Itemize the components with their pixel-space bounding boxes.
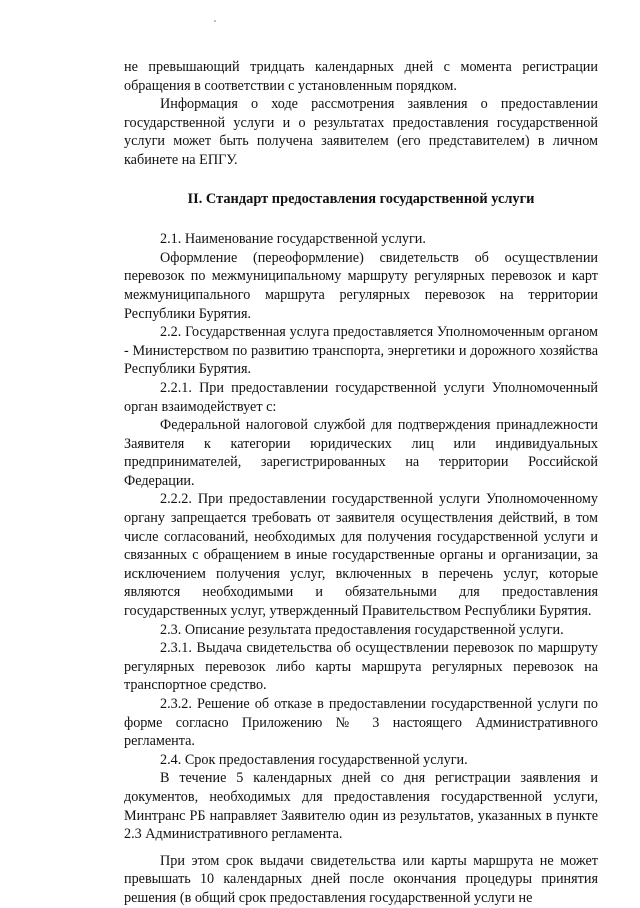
document-body: [124, 58, 598, 908]
paragraph-epgu-info: Информация о ходе рассмотрения заявления о предоставлении государственной услуги и о результатах предоставления государственной услуги может быть получена заявителем (его представителем) в личном кабинете на ЕПГУ.: [124, 96, 598, 168]
paragraph-service-name: Оформление (переоформление) свидетельств об осуществлении перевозок по межмуниципальному маршруту регулярных перевозок и карт межмуниципального маршрута регулярных перевозок на территории Республики Бурятия.: [124, 249, 598, 322]
paragraph-2-3-2: 2.3.2. Решение об отказе в предоставлении государственной услуги по форме согласно Приложению № 3 настоящего Административного регламента.: [124, 696, 598, 750]
paragraph-2-1: 2.1. Наименование государственной услуги.: [160, 231, 426, 248]
paragraph-ten-days: При этом срок выдачи свидетельства или карты маршрута не может превышать 10 календарных дней после окончания процедуры принятия решения (в общий срок предоставления государственной услуги не: [124, 852, 598, 906]
paragraph-2-3-1: 2.3.1. Выдача свидетельства об осуществлении перевозок по маршруту регулярных перевозок либо карты маршрута регулярных перевозок на транспортное средство.: [124, 640, 598, 694]
paragraph-2-4: 2.4. Срок предоставления государственной услуги.: [160, 751, 468, 768]
paragraph-five-days: В течение 5 календарных дней со дня регистрации заявления и документов, необходимых для предоставления государственной услуги, Минтранс РБ направляет Заявителю один из результатов, указанных в пункте 2.3 Административного регламента.: [124, 770, 598, 843]
paragraph-2-2-1: 2.2.1. При предоставлении государственной услуги Уполномоченный орган взаимодействует с:: [124, 379, 598, 415]
paragraph-2-2-2: 2.2.2. При предоставлении государственной услуги Уполномоченному органу запрещается требовать от заявителя осуществления действий, в том числе согласований, необходимых для получения государственной услуги и связанных с обращением в иные государственные органы и организации, за исключением получения услуг, включенных в перечень услуг, которые являются необходимыми и обязательными для предоставления государственных услуг, утвержденный Правительством Республики Бурятия.: [124, 491, 598, 620]
paragraph-registration-term: не превышающий тридцать календарных дней с момента регистрации обращения в соответствии с установленным порядком.: [124, 59, 598, 94]
section-title: II. Стандарт предоставления государственной услуги: [187, 190, 535, 207]
paragraph-2-3: 2.3. Описание результата предоставления государственной услуги.: [160, 621, 564, 638]
paragraph-2-2: 2.2. Государственная услуга предоставляется Уполномоченным органом - Министерством по развитию транспорта, энергетики и дорожного хозяйства Республики Бурятия.: [124, 324, 598, 378]
paragraph-tax-service: Федеральной налоговой службой для подтверждения принадлежности Заявителя к категории юридических лиц или индивидуальных предпринимателей, зарегистрированных на территории Российской Федерации.: [124, 417, 598, 489]
scan-speck: [214, 20, 216, 22]
